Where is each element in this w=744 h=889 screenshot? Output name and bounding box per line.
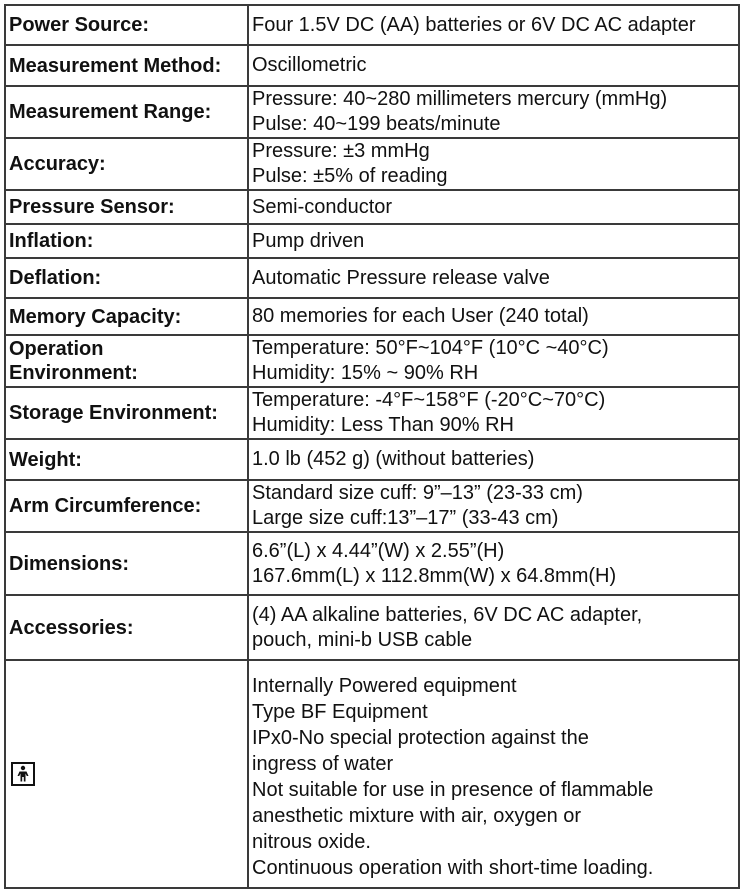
spec-value: [248, 335, 739, 387]
spec-value-line: Humidity: Less Than 90% RH: [252, 414, 514, 436]
spec-label-line: Power Source:: [9, 14, 150, 36]
spec-value-line: Internally Powered equipment: [252, 675, 517, 697]
spec-value: [248, 660, 739, 888]
spec-value-line: 167.6mm(L) x 112.8mm(W) x 64.8mm(H): [252, 564, 617, 587]
spec-row: [5, 439, 739, 480]
spec-label-line: Dimensions:: [9, 552, 130, 575]
spec-label-line: Memory Capacity:: [9, 305, 182, 328]
spec-row: [5, 258, 739, 298]
spec-value-line: Automatic Pressure release valve: [252, 266, 550, 289]
spec-label-line: Measurement Range:: [9, 101, 212, 123]
spec-label-line: Measurement Method:: [9, 54, 222, 77]
spec-value-line: Continuous operation with short-time loading.: [252, 857, 654, 879]
spec-row: [5, 335, 739, 387]
spec-value-line: (4) AA alkaline batteries, 6V DC AC adapter,: [252, 603, 643, 626]
spec-value-line: IPx0-No special protection against the: [252, 727, 589, 749]
spec-label: [5, 532, 248, 595]
spec-row: [5, 45, 739, 86]
spec-label: [5, 298, 248, 335]
spec-label-line: Weight:: [9, 448, 82, 471]
spec-label-line: Pressure Sensor:: [9, 196, 175, 218]
spec-row: [5, 86, 739, 138]
spec-value: [248, 5, 739, 45]
spec-label: [5, 190, 248, 224]
spec-value-line: Pressure: ±3 mmHg: [252, 140, 430, 162]
spec-value: [248, 387, 739, 439]
spec-value-line: 6.6”(L) x 4.44”(W) x 2.55”(H): [252, 539, 505, 562]
spec-label: [5, 387, 248, 439]
spec-label: [5, 86, 248, 138]
spec-label-line: Inflation:: [9, 230, 94, 252]
spec-label: [5, 258, 248, 298]
spec-label: [5, 45, 248, 86]
spec-label: [5, 5, 248, 45]
spec-row: [5, 532, 739, 595]
spec-value-line: Not suitable for use in presence of flammable: [252, 779, 654, 801]
spec-value-line: Type BF Equipment: [252, 701, 428, 723]
spec-label-line: Arm Circumference:: [9, 495, 202, 517]
spec-value-line: 1.0 lb (452 g) (without batteries): [252, 448, 535, 470]
spec-value: [248, 595, 739, 660]
spec-value: [248, 86, 739, 138]
spec-value-line: Semi-conductor: [252, 195, 393, 218]
spec-value-line: Pressure: 40~280 millimeters mercury (mmHg): [252, 88, 668, 110]
spec-value-line: Temperature: 50°F~104°F (10°C ~40°C): [252, 337, 609, 359]
spec-value: [248, 439, 739, 480]
spec-value-line: Standard size cuff: 9”–13” (23-33 cm): [252, 482, 583, 504]
spec-label-line: Accessories:: [9, 616, 134, 639]
spec-value: [248, 298, 739, 335]
spec-value: [248, 258, 739, 298]
spec-row: [5, 387, 739, 439]
spec-row: [5, 190, 739, 224]
spec-label: [5, 595, 248, 660]
spec-value: [248, 224, 739, 258]
spec-value-line: Four 1.5V DC (AA) batteries or 6V DC AC adapter: [252, 13, 696, 36]
spec-value-line: anesthetic mixture with air, oxygen or: [252, 805, 582, 827]
spec-value-line: Pulse: ±5% of reading: [252, 165, 448, 187]
spec-row: [5, 5, 739, 45]
spec-value-line: nitrous oxide.: [252, 831, 371, 853]
spec-value-line: Pump driven: [252, 229, 365, 252]
spec-row: [5, 595, 739, 660]
spec-row: [5, 138, 739, 190]
spec-row: [5, 298, 739, 335]
spec-label-line: Storage Environment:: [9, 402, 218, 424]
spec-label: [5, 138, 248, 190]
spec-value-line: ingress of water: [252, 753, 394, 775]
person-figure-icon: [13, 764, 33, 784]
spec-label: [5, 480, 248, 532]
spec-label: [5, 224, 248, 258]
spec-value: [248, 480, 739, 532]
specifications-table-body: [5, 5, 739, 888]
spec-value-line: Pulse: 40~199 beats/minute: [252, 113, 501, 135]
spec-label: [5, 439, 248, 480]
spec-value: [248, 532, 739, 595]
spec-value-line: 80 memories for each User (240 total): [252, 305, 589, 327]
spec-value: [248, 190, 739, 224]
spec-label: [5, 335, 248, 387]
spec-row: [5, 224, 739, 258]
type-bf-applied-part-icon: [11, 762, 35, 786]
spec-label-line: Environment:: [9, 362, 138, 384]
spec-value: [248, 45, 739, 86]
specifications-table: [4, 4, 740, 889]
spec-value-line: Temperature: -4°F~158°F (-20°C~70°C): [252, 389, 606, 411]
spec-value-line: pouch, mini-b USB cable: [252, 628, 473, 651]
spec-label-line: Deflation:: [9, 267, 102, 289]
spec-value-line: Large size cuff:13”–17” (33-43 cm): [252, 507, 559, 529]
spec-row: [5, 480, 739, 532]
spec-label-line: Operation: [9, 338, 104, 360]
spec-value-line: Humidity: 15% ~ 90% RH: [252, 362, 479, 384]
spec-label-icon-cell: [5, 660, 248, 888]
spec-value-line: Oscillometric: [252, 54, 367, 76]
spec-value: [248, 138, 739, 190]
spec-label-line: Accuracy:: [9, 153, 106, 175]
spec-row-safety: [5, 660, 739, 888]
